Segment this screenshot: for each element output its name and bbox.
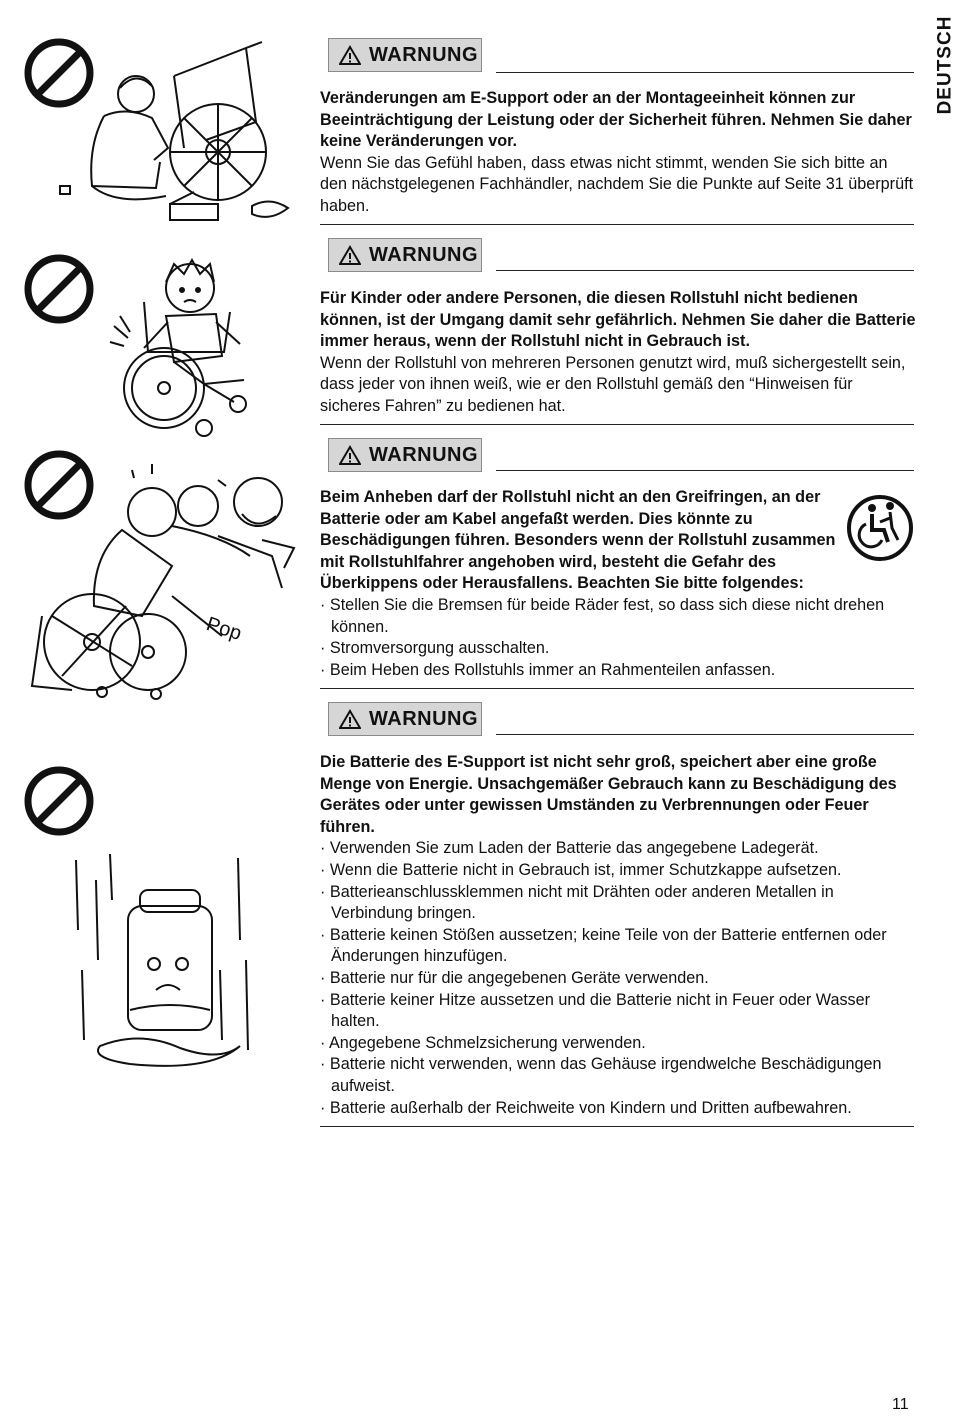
divider — [496, 734, 914, 735]
warning-banner-4 — [328, 702, 482, 736]
divider — [320, 1126, 914, 1127]
warning-bold-text: Die Batterie des E-Support ist nicht sehr groß, speichert aber eine große Menge von Energie. Unsachgemäßer Gebrauch kann zu Beschädigung des Gerätes oder unter gewissen Umständen zu Verbrennungen oder Feuer führen. — [320, 753, 897, 836]
warning-text: Wenn Sie das Gefühl haben, dass etwas nicht stimmt, wenden Sie sich bitte an den nächstgelegenen Fachhändler, nachdem Sie die Punkte auf Seite 31 überprüft haben. — [320, 153, 914, 215]
list-item: · Angegebene Schmelzsicherung verwenden. — [320, 1033, 916, 1055]
divider — [496, 470, 914, 471]
list-item: · Batterie außerhalb der Reichweite von Kindern und Dritten aufbewahren. — [320, 1098, 916, 1120]
list-item: · Batterieanschlussklemmen nicht mit Drähten oder anderen Metallen in Verbindung bringen. — [320, 882, 916, 925]
warning-section-3 — [320, 487, 916, 681]
list-item: · Stromversorgung ausschalten. — [320, 638, 916, 660]
list-item: · Batterie keinen Stößen aussetzen; keine Teile von der Batterie entfernen oder Änderungen hinzufügen. — [320, 925, 916, 968]
pop-sound-label: Pop — [203, 613, 245, 645]
warning-banner-3 — [328, 438, 482, 472]
warning-triangle-icon — [339, 245, 361, 265]
prohibition-icon — [22, 764, 96, 838]
warning-triangle-icon — [339, 45, 361, 65]
child-in-wheelchair-illustration — [104, 252, 284, 442]
warning-bold-text: Veränderungen am E-Support oder an der Montageeinheit können zur Beeinträchtigung der Leistung oder der Sicherheit führen. Nehmen Sie daher keine Veränderungen vor. — [320, 89, 912, 151]
warning-triangle-icon — [339, 445, 361, 465]
warning-list — [320, 595, 916, 681]
warning-section-4 — [320, 752, 916, 1119]
warning-banner-2 — [328, 238, 482, 272]
warning-title: WARNUNG — [369, 243, 479, 266]
divider — [496, 72, 914, 73]
mechanic-repairing-wheelchair-illustration — [56, 36, 296, 228]
divider — [320, 688, 914, 689]
list-item: · Beim Heben des Rollstuhls immer an Rahmenteilen anfassen. — [320, 660, 916, 682]
warning-section-1 — [320, 88, 916, 218]
language-tab — [930, 0, 960, 130]
list-item: · Wenn die Batterie nicht in Gebrauch ist, immer Schutzkappe aufsetzen. — [320, 860, 916, 882]
warning-bold-text: Beim Anheben darf der Rollstuhl nicht an den Greifringen, an der Batterie oder am Kabel angefaßt werden. Dies könnte zu Beschädigungen führen. Besonders wenn der Rollstuhl zusammen mit Rollstuhlfahrer angehoben wird, besteht die Gefahr des Überkippens oder Herausfallens. Beachten Sie bitte folgendes: — [320, 488, 836, 593]
warning-text: Wenn der Rollstuhl von mehreren Personen genutzt wird, muß sichergestellt sein, dass jeder von ihnen weiß, wie er den Rollstuhl gemäß den “Hinweisen für sicheres Fahren” zu bedienen hat. — [320, 353, 906, 415]
list-item: · Batterie keiner Hitze aussetzen und die Batterie nicht in Feuer oder Wasser halten. — [320, 990, 916, 1033]
warning-title: WARNUNG — [369, 43, 479, 66]
warning-banner-1 — [328, 38, 482, 72]
list-item: · Stellen Sie die Bremsen für beide Räder fest, so dass sich diese nicht drehen können. — [320, 595, 916, 638]
divider — [320, 224, 914, 225]
warning-section-2 — [320, 288, 916, 418]
list-item: · Verwenden Sie zum Laden der Batterie das angegebene Ladegerät. — [320, 838, 916, 860]
list-item: · Batterie nicht verwenden, wenn das Gehäuse irgendwelche Beschädigungen aufweist. — [320, 1054, 916, 1097]
warning-title: WARNUNG — [369, 707, 479, 730]
warning-list — [320, 838, 916, 1119]
list-item: · Batterie nur für die angegebenen Geräte verwenden. — [320, 968, 916, 990]
warning-bold-text: Für Kinder oder andere Personen, die diesen Rollstuhl nicht bedienen können, ist der Umgang damit sehr gefährlich. Nehmen Sie daher die Batterie immer heraus, wenn der Rollstuhl nicht in Gebrauch ist. — [320, 289, 916, 351]
divider — [320, 424, 914, 425]
divider — [496, 270, 914, 271]
battery-in-rain-illustration — [70, 850, 260, 1072]
warning-triangle-icon — [339, 709, 361, 729]
lifting-wheelchair-illustration — [22, 456, 302, 702]
prohibition-icon — [22, 252, 96, 326]
language-tab-label: DEUTSCH — [934, 15, 955, 115]
warning-title: WARNUNG — [369, 443, 479, 466]
page-number: 11 — [892, 1396, 909, 1413]
